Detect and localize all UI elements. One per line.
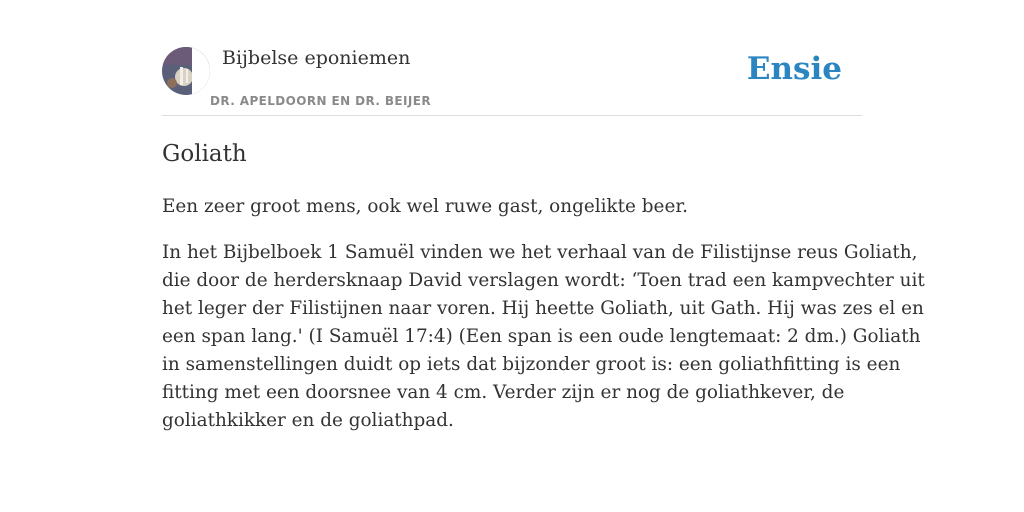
brand-logo[interactable]: Ensie	[746, 51, 842, 87]
body-line: een span lang.' (I Samuël 17:4) (Een span is een oude lengtemaat: 2 dm.) Goliath	[162, 326, 921, 347]
body-line: goliathkikker en de goliathpad.	[162, 410, 454, 431]
book-cover-icon[interactable]	[162, 47, 210, 95]
body-line: die door de herdersknaap David verslagen wordt: ‘Toen trad een kampvechter uit	[162, 270, 925, 291]
entry-card	[162, 0, 925, 512]
body-line: het leger der Filistijnen naar voren. Hij heette Goliath, uit Gath. Hij was zes el en	[162, 298, 924, 319]
body-line: fitting met een doorsnee van 4 cm. Verder zijn er nog de goliathkever, de	[162, 382, 845, 403]
book-title[interactable]: Bijbelse eponiemen	[222, 47, 411, 69]
entry-body	[162, 239, 925, 435]
authors[interactable]: DR. APELDOORN EN DR. BEIJER	[210, 94, 431, 108]
body-line: in samenstellingen duidt op iets dat bijzonder groot is: een goliathfitting is een	[162, 354, 901, 375]
entry-definition: Een zeer groot mens, ook wel ruwe gast, ongelikte beer.	[162, 196, 688, 217]
header	[162, 0, 862, 116]
body-line: In het Bijbelboek 1 Samuël vinden we het verhaal van de Filistijnse reus Goliath,	[162, 242, 918, 263]
entry-title: Goliath	[162, 141, 247, 167]
